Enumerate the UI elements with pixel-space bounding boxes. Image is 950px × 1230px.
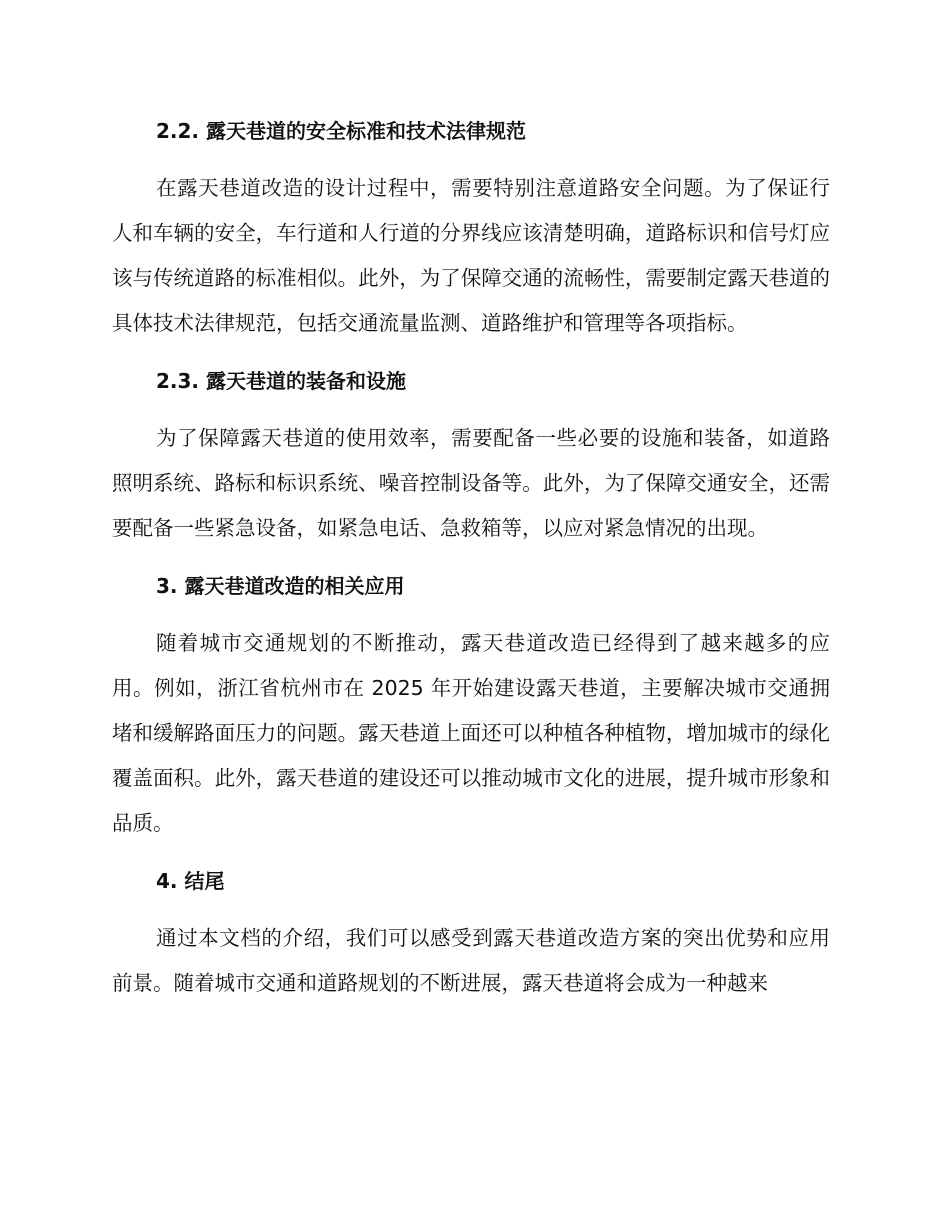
document-body <box>112 112 830 1006</box>
section-heading-2-3: 2.3. 露天巷道的装备和设施 <box>156 369 406 393</box>
section-paragraph-4: 通过本文档的介绍，我们可以感受到露天巷道改造方案的突出优势和应用前景。随着城市交通和道路规划的不断进展，露天巷道将会成为一种越来 <box>112 926 830 995</box>
section-heading-3: 3. 露天巷道改造的相关应用 <box>156 574 405 598</box>
section-paragraph-2-2: 在露天巷道改造的设计过程中，需要特别注意道路安全问题。为了保证行人和车辆的安全，车行道和人行道的分界线应该清楚明确，道路标识和信号灯应该与传统道路的标准相似。此外，为了保障交通的流畅性，需要制定露天巷道的具体技术法律规范，包括交通流量监测、道路维护和管理等各项指标。 <box>112 176 830 335</box>
section-heading-4: 4. 结尾 <box>156 869 225 893</box>
section-heading-2-2: 2.2. 露天巷道的安全标准和技术法律规范 <box>156 119 526 143</box>
section-paragraph-3: 随着城市交通规划的不断推动，露天巷道改造已经得到了越来越多的应用。例如，浙江省杭州市在 2025 年开始建设露天巷道，主要解决城市交通拥堵和缓解路面压力的问题。露天巷道上面还可以种植各种植物，增加城市的绿化覆盖面积。此外，露天巷道的建设还可以推动城市文化的进展，提升城市形象和品质。 <box>112 631 830 835</box>
section-paragraph-2-3: 为了保障露天巷道的使用效率，需要配备一些必要的设施和装备，如道路照明系统、路标和标识系统、噪音控制设备等。此外，为了保障交通安全，还需要配备一些紧急设备，如紧急电话、急救箱等，以应对紧急情况的出现。 <box>112 426 830 540</box>
